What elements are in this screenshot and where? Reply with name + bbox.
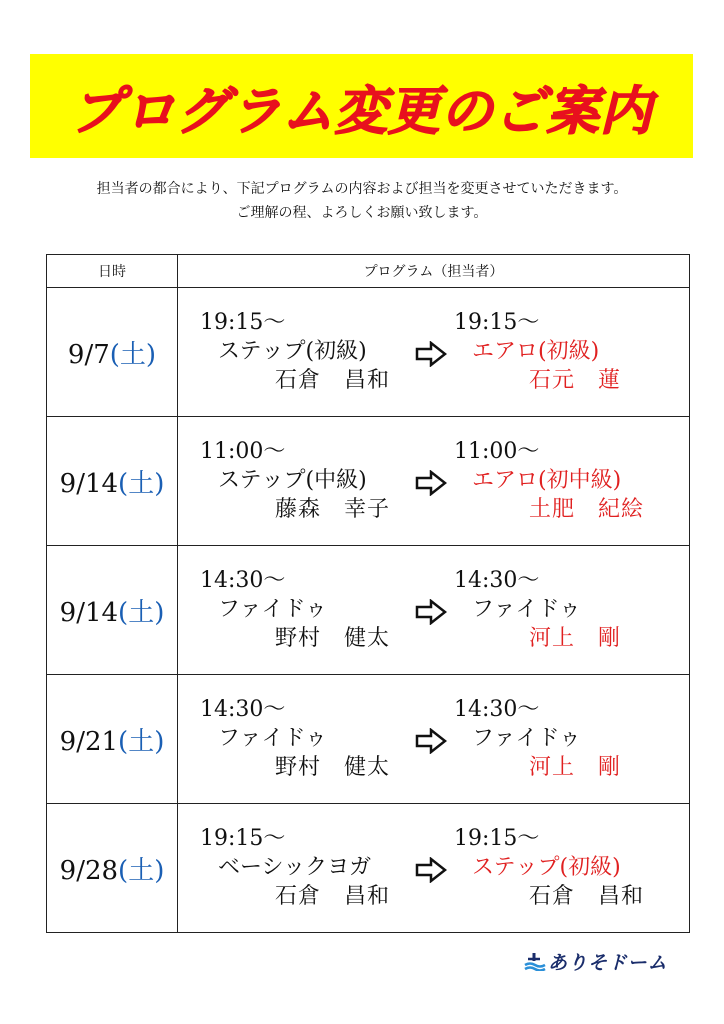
before-time: 19:15〜 (200, 826, 286, 851)
program-cell (178, 675, 690, 804)
date: 9/7 (67, 339, 110, 370)
weekday: (土) (118, 468, 165, 499)
weekday: (土) (118, 855, 165, 886)
before-staff: 石倉 昌和 (275, 884, 391, 909)
date-cell (47, 804, 178, 933)
before-change (200, 695, 390, 782)
before-change (200, 566, 390, 653)
before-change (200, 308, 390, 395)
date: 9/14 (59, 468, 119, 499)
date: 9/14 (59, 597, 119, 628)
after-time: 11:00〜 (454, 439, 540, 464)
after-time: 14:30〜 (454, 697, 540, 722)
after-staff: 石元 蓮 (529, 368, 622, 393)
table-header-row (47, 255, 690, 288)
notice-line-1: 担当者の都合により、下記プログラムの内容および担当を変更させていただきます。 (96, 181, 628, 197)
before-program: ステップ(中級) (218, 468, 367, 493)
after-program: エアロ(初中級) (472, 468, 622, 493)
header-date: 日時 (47, 255, 178, 288)
after-change (454, 566, 621, 653)
date: 9/21 (59, 726, 119, 757)
logo (524, 947, 668, 975)
table-row (47, 417, 690, 546)
before-staff: 野村 健太 (275, 755, 391, 780)
date-cell (47, 675, 178, 804)
table-row (47, 546, 690, 675)
before-staff: 石倉 昌和 (275, 368, 391, 393)
notice-line-2: ご理解の程、よろしくお願い致します。 (236, 205, 488, 221)
after-time: 19:15〜 (454, 310, 540, 335)
before-time: 14:30〜 (200, 697, 286, 722)
after-program: ファイドゥ (472, 597, 582, 622)
date-cell (47, 417, 178, 546)
table-row (47, 288, 690, 417)
after-program: エアロ(初級) (472, 339, 600, 364)
table-row (47, 675, 690, 804)
schedule-table (46, 254, 690, 933)
program-cell (178, 288, 690, 417)
after-time: 19:15〜 (454, 826, 540, 851)
date-cell (47, 288, 178, 417)
table-row (47, 804, 690, 933)
before-time: 19:15〜 (200, 310, 286, 335)
date: 9/28 (59, 855, 119, 886)
weekday: (土) (118, 726, 165, 757)
logo-text: ありそドーム (548, 951, 668, 974)
before-program: ファイドゥ (218, 597, 328, 622)
arrow-right-icon (415, 599, 447, 625)
weekday: (土) (118, 597, 165, 628)
page-title: プログラム変更のご案内 (70, 81, 653, 142)
header-program: プログラム（担当者） (178, 255, 690, 288)
program-cell (178, 804, 690, 933)
before-change (200, 437, 390, 524)
after-staff: 河上 剛 (529, 626, 622, 651)
before-staff: 藤森 幸子 (275, 497, 391, 522)
arrow-right-icon (415, 470, 447, 496)
date-cell (47, 546, 178, 675)
weekday: (土) (109, 339, 157, 370)
program-cell (178, 546, 690, 675)
arrow-right-icon (415, 341, 447, 367)
before-program: ベーシックヨガ (218, 855, 372, 880)
before-program: ステップ(初級) (218, 339, 367, 364)
program-cell (178, 417, 690, 546)
after-change (454, 437, 644, 524)
after-change (454, 695, 621, 782)
before-time: 14:30〜 (200, 568, 286, 593)
title-banner (30, 54, 693, 158)
after-time: 14:30〜 (454, 568, 540, 593)
before-change (200, 824, 390, 911)
after-program: ステップ(初級) (472, 855, 621, 880)
arrow-right-icon (415, 857, 447, 883)
after-program: ファイドゥ (472, 726, 582, 751)
arrow-right-icon (415, 728, 447, 754)
after-staff: 土肥 紀絵 (529, 497, 645, 522)
arisodome-wave-icon (524, 951, 546, 971)
after-staff: 河上 剛 (529, 755, 622, 780)
after-staff: 石倉 昌和 (529, 884, 645, 909)
before-program: ファイドゥ (218, 726, 328, 751)
after-change (454, 308, 621, 395)
before-staff: 野村 健太 (275, 626, 391, 651)
after-change (454, 824, 644, 911)
before-time: 11:00〜 (200, 439, 286, 464)
